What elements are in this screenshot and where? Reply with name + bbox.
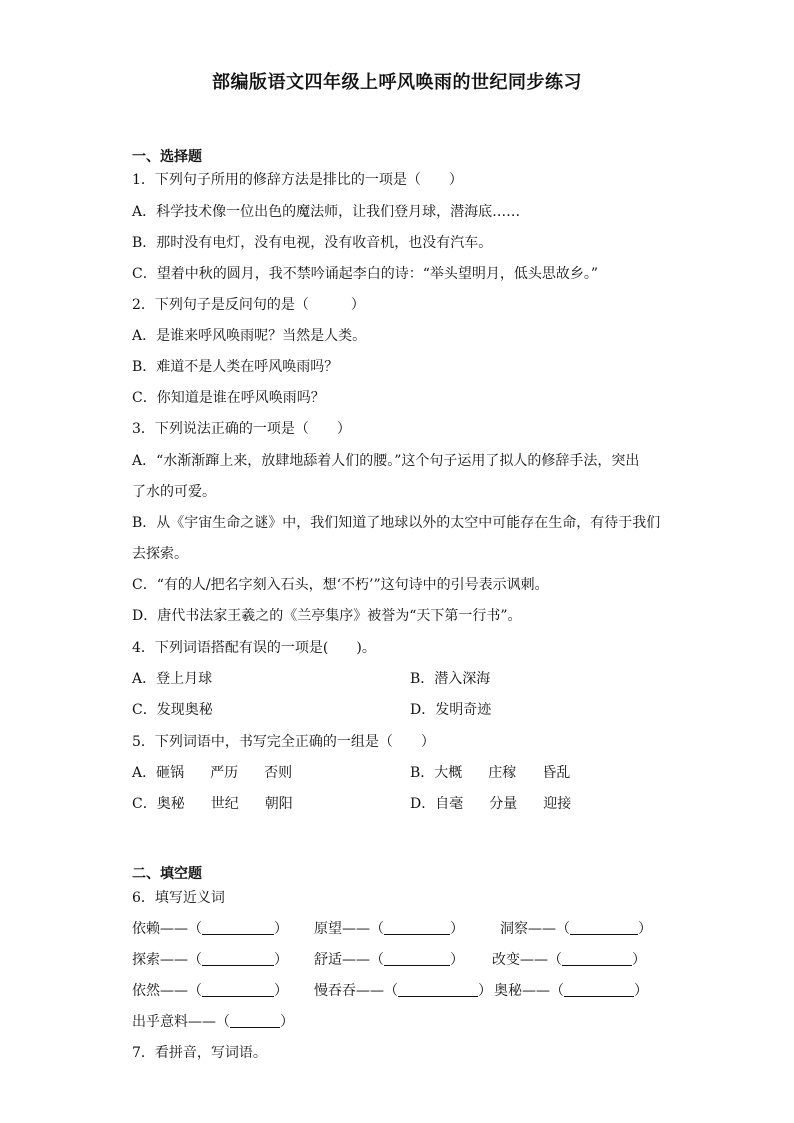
synonym-word: 出乎意料——（ — [132, 1014, 230, 1030]
page-title: 部编版语文四年级上呼风唤雨的世纪同步练习 — [212, 72, 582, 93]
question-2-option-b: B．难道不是人类在呼风唤雨吗？ — [132, 359, 339, 375]
question-5-option-b — [410, 763, 596, 783]
question-4-option-b: B．潜入深海 — [410, 671, 491, 687]
question-7-stem: 7．看拼音，写词语。 — [132, 1045, 267, 1061]
question-5-option-a — [132, 763, 318, 783]
synonym-item — [494, 981, 648, 1001]
option-word: 分量 — [489, 796, 518, 812]
synonym-item — [132, 919, 288, 939]
bracket-close: ） — [274, 921, 288, 937]
question-5-option-d — [410, 794, 597, 814]
option-word: 严历 — [210, 765, 239, 781]
answer-blank[interactable] — [202, 951, 274, 966]
option-label: B． — [410, 765, 435, 781]
answer-blank[interactable] — [202, 982, 274, 997]
option-word: 奥秘 — [156, 796, 185, 812]
question-3-stem: 3．下列说法正确的一项是（ ） — [132, 421, 351, 437]
section-heading-choice: 一、选择题 — [132, 149, 202, 165]
synonym-item — [500, 919, 652, 939]
synonym-item — [314, 950, 464, 970]
question-1-option-c: C．望着中秋的圆月，我不禁吟诵起李白的诗：“举头望明月，低头思故乡。” — [132, 266, 599, 282]
synonym-word: 慢吞吞——（ — [314, 983, 398, 999]
bracket-close: ） — [638, 921, 652, 937]
answer-blank[interactable] — [570, 920, 638, 935]
option-word: 自毫 — [435, 796, 464, 812]
synonym-item — [132, 981, 288, 1001]
answer-blank[interactable] — [398, 982, 478, 997]
question-1-option-a: A．科学技术像一位出色的魔法师，让我们登月球，潜海底…… — [132, 204, 521, 220]
option-word: 否则 — [264, 765, 293, 781]
question-4-option-d: D．发明奇迹 — [410, 702, 492, 718]
option-word: 砸锅 — [156, 765, 185, 781]
answer-blank[interactable] — [562, 951, 632, 966]
synonym-item — [314, 919, 464, 939]
option-word: 昏乱 — [542, 765, 571, 781]
synonym-word: 原望——（ — [314, 921, 384, 937]
synonym-word: 探索——（ — [132, 952, 202, 968]
question-3-option-a: A．“水渐渐蹿上来，放肆地舔着人们的腰。”这个句子运用了拟人的修辞手法，突出 — [132, 453, 640, 469]
answer-blank[interactable] — [230, 1013, 280, 1028]
question-6-stem: 6．填写近义词 — [132, 890, 225, 906]
answer-blank[interactable] — [202, 920, 274, 935]
synonym-item — [132, 950, 288, 970]
option-word: 朝阳 — [264, 796, 293, 812]
synonym-word: 奥秘——（ — [494, 983, 564, 999]
option-word: 庄稼 — [488, 765, 517, 781]
bracket-close: ） — [634, 983, 648, 999]
synonym-word: 舒适——（ — [314, 952, 384, 968]
option-word: 大概 — [434, 765, 463, 781]
question-4-option-c: C．发现奥秘 — [132, 702, 213, 718]
question-2-option-c: C．你知道是谁在呼风唤雨吗？ — [132, 390, 325, 406]
answer-blank[interactable] — [564, 982, 634, 997]
bracket-close: ） — [450, 921, 464, 937]
option-word: 世纪 — [210, 796, 239, 812]
synonym-item — [132, 1012, 294, 1032]
bracket-close: ） — [274, 952, 288, 968]
question-2-option-a: A．是谁来呼风唤雨呢？当然是人类。 — [132, 328, 367, 344]
synonym-word: 依赖——（ — [132, 921, 202, 937]
option-label: D． — [410, 796, 436, 812]
bracket-close: ） — [280, 1014, 294, 1030]
question-5-stem: 5．下列词语中，书写完全正确的一组是（ ） — [132, 734, 435, 750]
section-heading-fill: 二、填空题 — [132, 866, 202, 882]
question-3-option-d: D．唐代书法家王羲之的《兰亭集序》被誉为“天下第一行书”。 — [132, 608, 522, 624]
option-label: A． — [132, 765, 157, 781]
question-1-option-b: B．那时没有电灯，没有电视，没有收音机，也没有汽车。 — [132, 235, 493, 251]
synonym-word: 改变——（ — [492, 952, 562, 968]
synonym-word: 依然——（ — [132, 983, 202, 999]
question-3-option-b-cont: 去探索。 — [132, 546, 188, 562]
option-label: C． — [132, 796, 157, 812]
bracket-close: ） — [274, 983, 288, 999]
answer-blank[interactable] — [384, 951, 450, 966]
question-1-stem: 1．下列句子所用的修辞方法是排比的一项是（ ） — [132, 172, 463, 188]
question-2-stem: 2．下列句子是反问句的是（ ） — [132, 297, 365, 313]
bracket-close: ） — [450, 952, 464, 968]
question-3-option-c: C．“有的人/把名字刻入石头，想‘不朽’”这句诗中的引号表示讽刺。 — [132, 577, 549, 593]
synonym-item — [492, 950, 646, 970]
option-word: 迎接 — [543, 796, 572, 812]
synonym-item — [314, 981, 492, 1001]
answer-blank[interactable] — [384, 920, 450, 935]
question-5-option-c — [132, 794, 319, 814]
question-3-option-b: B．从《宇宙生命之谜》中，我们知道了地球以外的太空中可能存在生命，有待于我们 — [132, 515, 661, 531]
question-3-option-a-cont: 了水的可爱。 — [132, 484, 216, 500]
synonym-word: 洞察——（ — [500, 921, 570, 937]
question-4-stem: 4．下列词语搭配有误的一项是( )。 — [132, 640, 376, 656]
bracket-close: ） — [632, 952, 646, 968]
question-4-option-a: A．登上月球 — [132, 671, 213, 687]
bracket-close: ） — [478, 983, 492, 999]
